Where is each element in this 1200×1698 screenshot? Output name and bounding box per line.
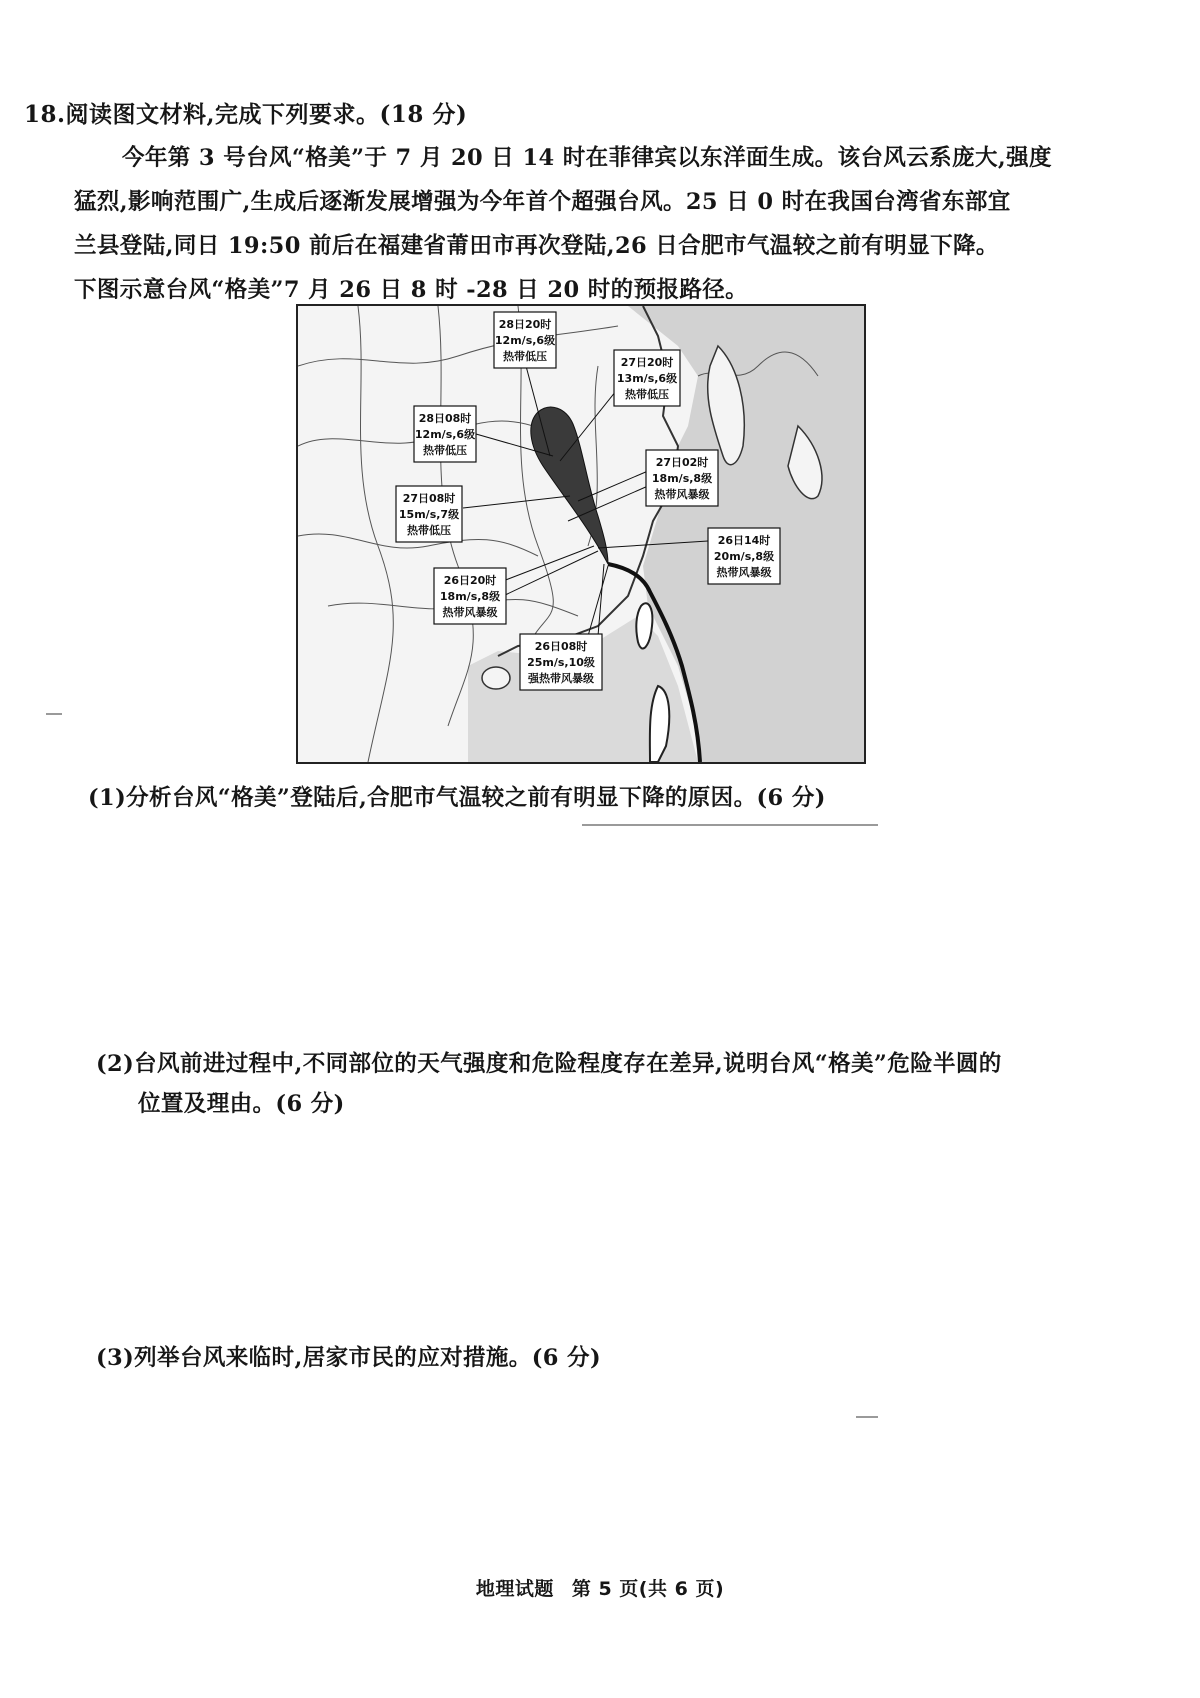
forecast-label-28d20 [494, 312, 556, 368]
forecast-label-27d20 [614, 350, 680, 406]
forecast-label-28d08 [414, 406, 476, 462]
svg-text:热带低压: 热带低压 [503, 350, 547, 363]
svg-text:热带风暴级: 热带风暴级 [716, 566, 772, 579]
footer-subject: 地理试题 [475, 1578, 554, 1600]
sub-question-2 [96, 1046, 1002, 1078]
sub-question-id: (2) [96, 1051, 135, 1077]
svg-text:强热带风暴级: 强热带风暴级 [528, 672, 594, 685]
passage-line: 兰县登陆,同日 19:50 前后在福建省莆田市再次登陆,26 日合肥市气温较之前有明显下降。 [74, 233, 999, 259]
sub-question-score: (6 分) [756, 785, 826, 811]
svg-text:28日08时: 28日08时 [418, 412, 472, 425]
svg-text:热带低压: 热带低压 [423, 444, 467, 457]
forecast-label-27d02 [646, 450, 718, 506]
svg-text:13m/s,6级: 13m/s,6级 [616, 372, 678, 385]
forecast-label-27d08 [396, 486, 462, 542]
scan-mark [856, 1416, 878, 1418]
page-footer [0, 1574, 1200, 1601]
hainan-island [482, 667, 510, 689]
svg-text:26日20时: 26日20时 [443, 574, 497, 587]
question-header [24, 96, 467, 129]
passage-line: 猛烈,影响范围广,生成后逐渐发展增强为今年首个超强台风。25 日 0 时在我国台湾省东部宜 [74, 189, 1011, 215]
svg-text:27日20时: 27日20时 [620, 356, 674, 369]
svg-text:15m/s,7级: 15m/s,7级 [398, 508, 460, 521]
question-instruction: 阅读图文材料,完成下列要求。 [65, 101, 380, 128]
forecast-label-26d20 [434, 568, 506, 624]
sub-question-3 [96, 1340, 601, 1372]
sub-question-text: 台风前进过程中,不同部位的天气强度和危险程度存在差异,说明台风“格美”危险半圆的 [134, 1051, 1002, 1077]
sub-question-2-continuation [138, 1086, 345, 1118]
sub-question-id: (1) [88, 785, 127, 811]
forecast-label-26d08 [520, 634, 602, 690]
svg-text:热带风暴级: 热带风暴级 [654, 488, 710, 501]
svg-text:26日08时: 26日08时 [534, 640, 588, 653]
question-score: (18 分) [379, 101, 468, 128]
svg-text:25m/s,10级: 25m/s,10级 [527, 656, 595, 669]
forecast-label-26d14 [708, 528, 780, 584]
svg-text:28日20时: 28日20时 [498, 318, 552, 331]
footer-page-number: 第 5 页(共 6 页) [571, 1578, 725, 1600]
passage [74, 136, 1142, 312]
svg-text:热带低压: 热带低压 [407, 524, 451, 537]
scan-mark [582, 824, 878, 826]
passage-line: 下图示意台风“格美”7 月 26 日 8 时 -28 日 20 时的预报路径。 [74, 277, 749, 303]
svg-text:18m/s,8级: 18m/s,8级 [651, 472, 713, 485]
question-number: 18. [24, 101, 66, 128]
sub-question-text: 分析台风“格美”登陆后,合肥市气温较之前有明显下降的原因。 [126, 785, 757, 811]
scan-mark [46, 713, 62, 715]
typhoon-track-map [296, 304, 866, 764]
sub-question-id: (3) [96, 1345, 135, 1371]
svg-text:20m/s,8级: 20m/s,8级 [713, 550, 775, 563]
svg-text:27日02时: 27日02时 [655, 456, 709, 469]
svg-text:12m/s,6级: 12m/s,6级 [414, 428, 476, 441]
svg-text:热带低压: 热带低压 [625, 388, 669, 401]
svg-text:26日14时: 26日14时 [717, 534, 771, 547]
svg-text:12m/s,6级: 12m/s,6级 [494, 334, 556, 347]
sub-question-text: 列举台风来临时,居家市民的应对措施。 [134, 1345, 532, 1371]
svg-text:27日08时: 27日08时 [402, 492, 456, 505]
sub-question-score: (6 分) [531, 1345, 601, 1371]
sub-question-1 [88, 780, 826, 812]
passage-line: 今年第 3 号台风“格美”于 7 月 20 日 14 时在菲律宾以东洋面生成。该台风云系庞大,强度 [122, 145, 1052, 171]
sub-question-score: (6 分) [275, 1091, 345, 1117]
svg-text:热带风暴级: 热带风暴级 [442, 606, 498, 619]
forecast-cone [531, 407, 608, 564]
sub-question-text: 位置及理由。 [138, 1091, 276, 1117]
svg-text:18m/s,8级: 18m/s,8级 [439, 590, 501, 603]
